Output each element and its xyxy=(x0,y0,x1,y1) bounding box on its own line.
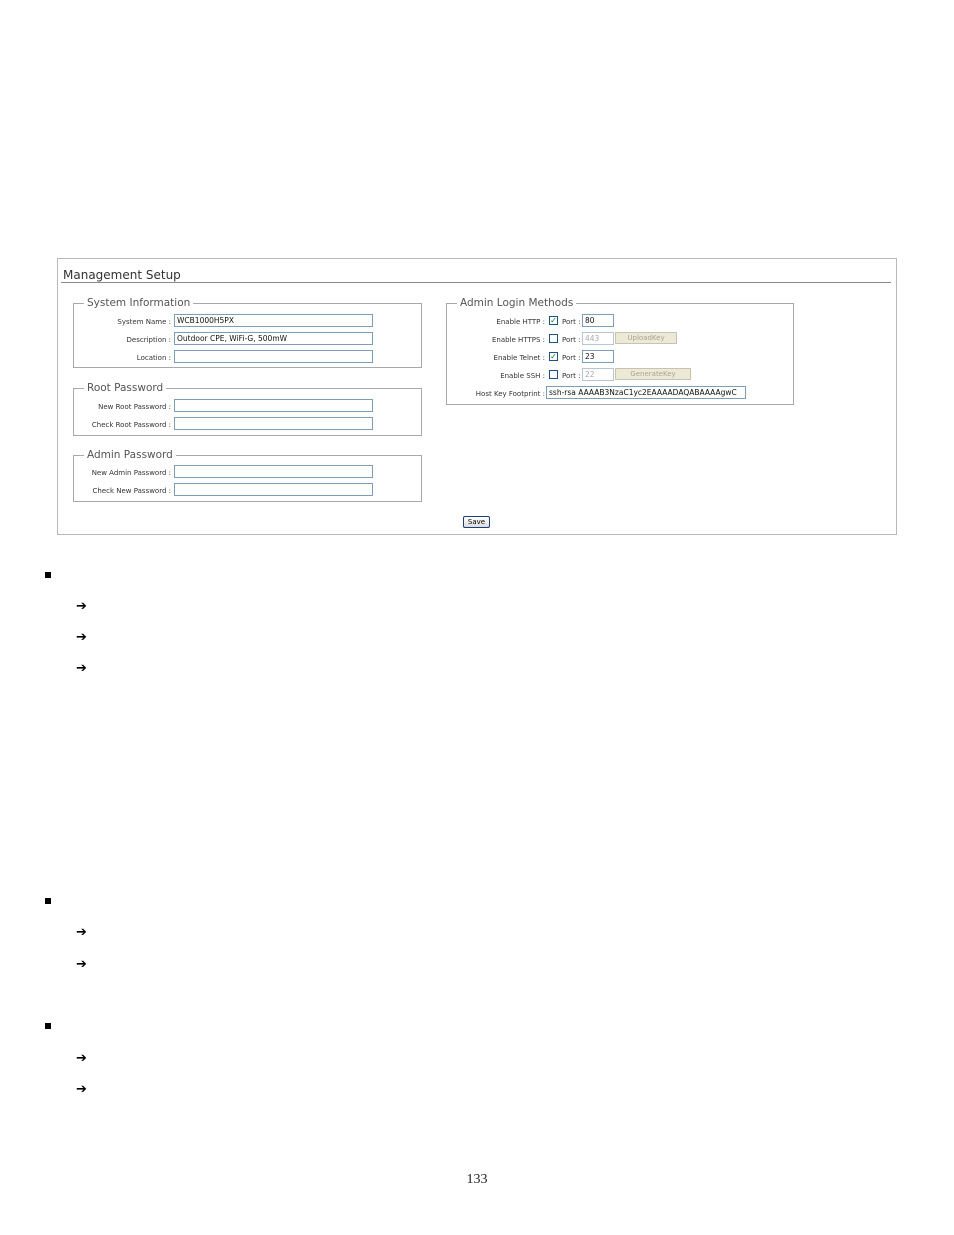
check-root-password-input[interactable] xyxy=(174,417,373,430)
enable-telnet-checkbox[interactable] xyxy=(549,352,558,361)
right-arrow-icon: ➔ xyxy=(76,1051,87,1066)
check-new-password-label: Check New Password : xyxy=(92,487,171,495)
system-name-input[interactable]: WCB1000H5PX xyxy=(174,314,373,327)
right-arrow-icon: ➔ xyxy=(76,925,87,940)
http-port-label: Port : xyxy=(562,318,581,326)
square-bullet-icon xyxy=(45,898,51,904)
host-key-footprint-label: Host Key Footprint : xyxy=(475,390,545,398)
location-input[interactable] xyxy=(174,350,373,363)
description-input[interactable]: Outdoor CPE, WiFi-G, 500mW xyxy=(174,332,373,345)
host-key-footprint-input[interactable]: ssh-rsa AAAAB3NzaC1yc2EAAAADAQABAAAAgwC xyxy=(546,386,746,399)
save-button[interactable]: Save xyxy=(463,516,490,528)
right-arrow-icon: ➔ xyxy=(76,957,87,972)
admin-password-legend: Admin Password xyxy=(87,449,173,461)
new-root-password-input[interactable] xyxy=(174,399,373,412)
management-setup-panel xyxy=(57,258,897,535)
telnet-port-label: Port : xyxy=(562,354,581,362)
upload-key-button[interactable]: UploadKey xyxy=(615,332,677,344)
root-password-legend: Root Password xyxy=(87,382,164,394)
square-bullet-icon xyxy=(45,572,51,578)
enable-ssh-label: Enable SSH : xyxy=(500,372,545,380)
new-root-password-label: New Root Password : xyxy=(98,403,171,411)
check-root-password-label: Check Root Password : xyxy=(91,421,171,429)
location-label: Location : xyxy=(136,354,171,362)
title-divider xyxy=(61,282,891,283)
checkmark-icon: ✓ xyxy=(550,316,557,325)
system-name-label: System Name : xyxy=(117,318,171,326)
enable-http-label: Enable HTTP : xyxy=(496,318,545,326)
https-port-label: Port : xyxy=(562,336,581,344)
right-arrow-icon: ➔ xyxy=(76,1082,87,1097)
system-information-legend: System Information xyxy=(87,297,191,309)
enable-ssh-checkbox[interactable] xyxy=(549,370,558,379)
generate-key-button[interactable]: GenerateKey xyxy=(615,368,691,380)
enable-telnet-label: Enable Telnet : xyxy=(493,354,545,362)
ssh-port-input[interactable]: 22 xyxy=(582,368,614,381)
square-bullet-icon xyxy=(45,1023,51,1029)
new-admin-password-input[interactable] xyxy=(174,465,373,478)
description-label: Description : xyxy=(126,336,171,344)
enable-https-label: Enable HTTPS : xyxy=(491,336,545,344)
ssh-port-label: Port : xyxy=(562,372,581,380)
https-port-input[interactable]: 443 xyxy=(582,332,614,345)
panel-title: Management Setup xyxy=(63,268,181,282)
new-admin-password-label: New Admin Password : xyxy=(91,469,171,477)
telnet-port-input[interactable]: 23 xyxy=(582,350,614,363)
http-port-input[interactable]: 80 xyxy=(582,314,614,327)
enable-https-checkbox[interactable] xyxy=(549,334,558,343)
right-arrow-icon: ➔ xyxy=(76,599,87,614)
checkmark-icon: ✓ xyxy=(550,352,557,361)
right-arrow-icon: ➔ xyxy=(76,630,87,645)
check-new-password-input[interactable] xyxy=(174,483,373,496)
enable-http-checkbox[interactable] xyxy=(549,316,558,325)
right-arrow-icon: ➔ xyxy=(76,661,87,676)
page-number: 133 xyxy=(466,1172,488,1187)
admin-login-methods-legend: Admin Login Methods xyxy=(460,297,574,309)
